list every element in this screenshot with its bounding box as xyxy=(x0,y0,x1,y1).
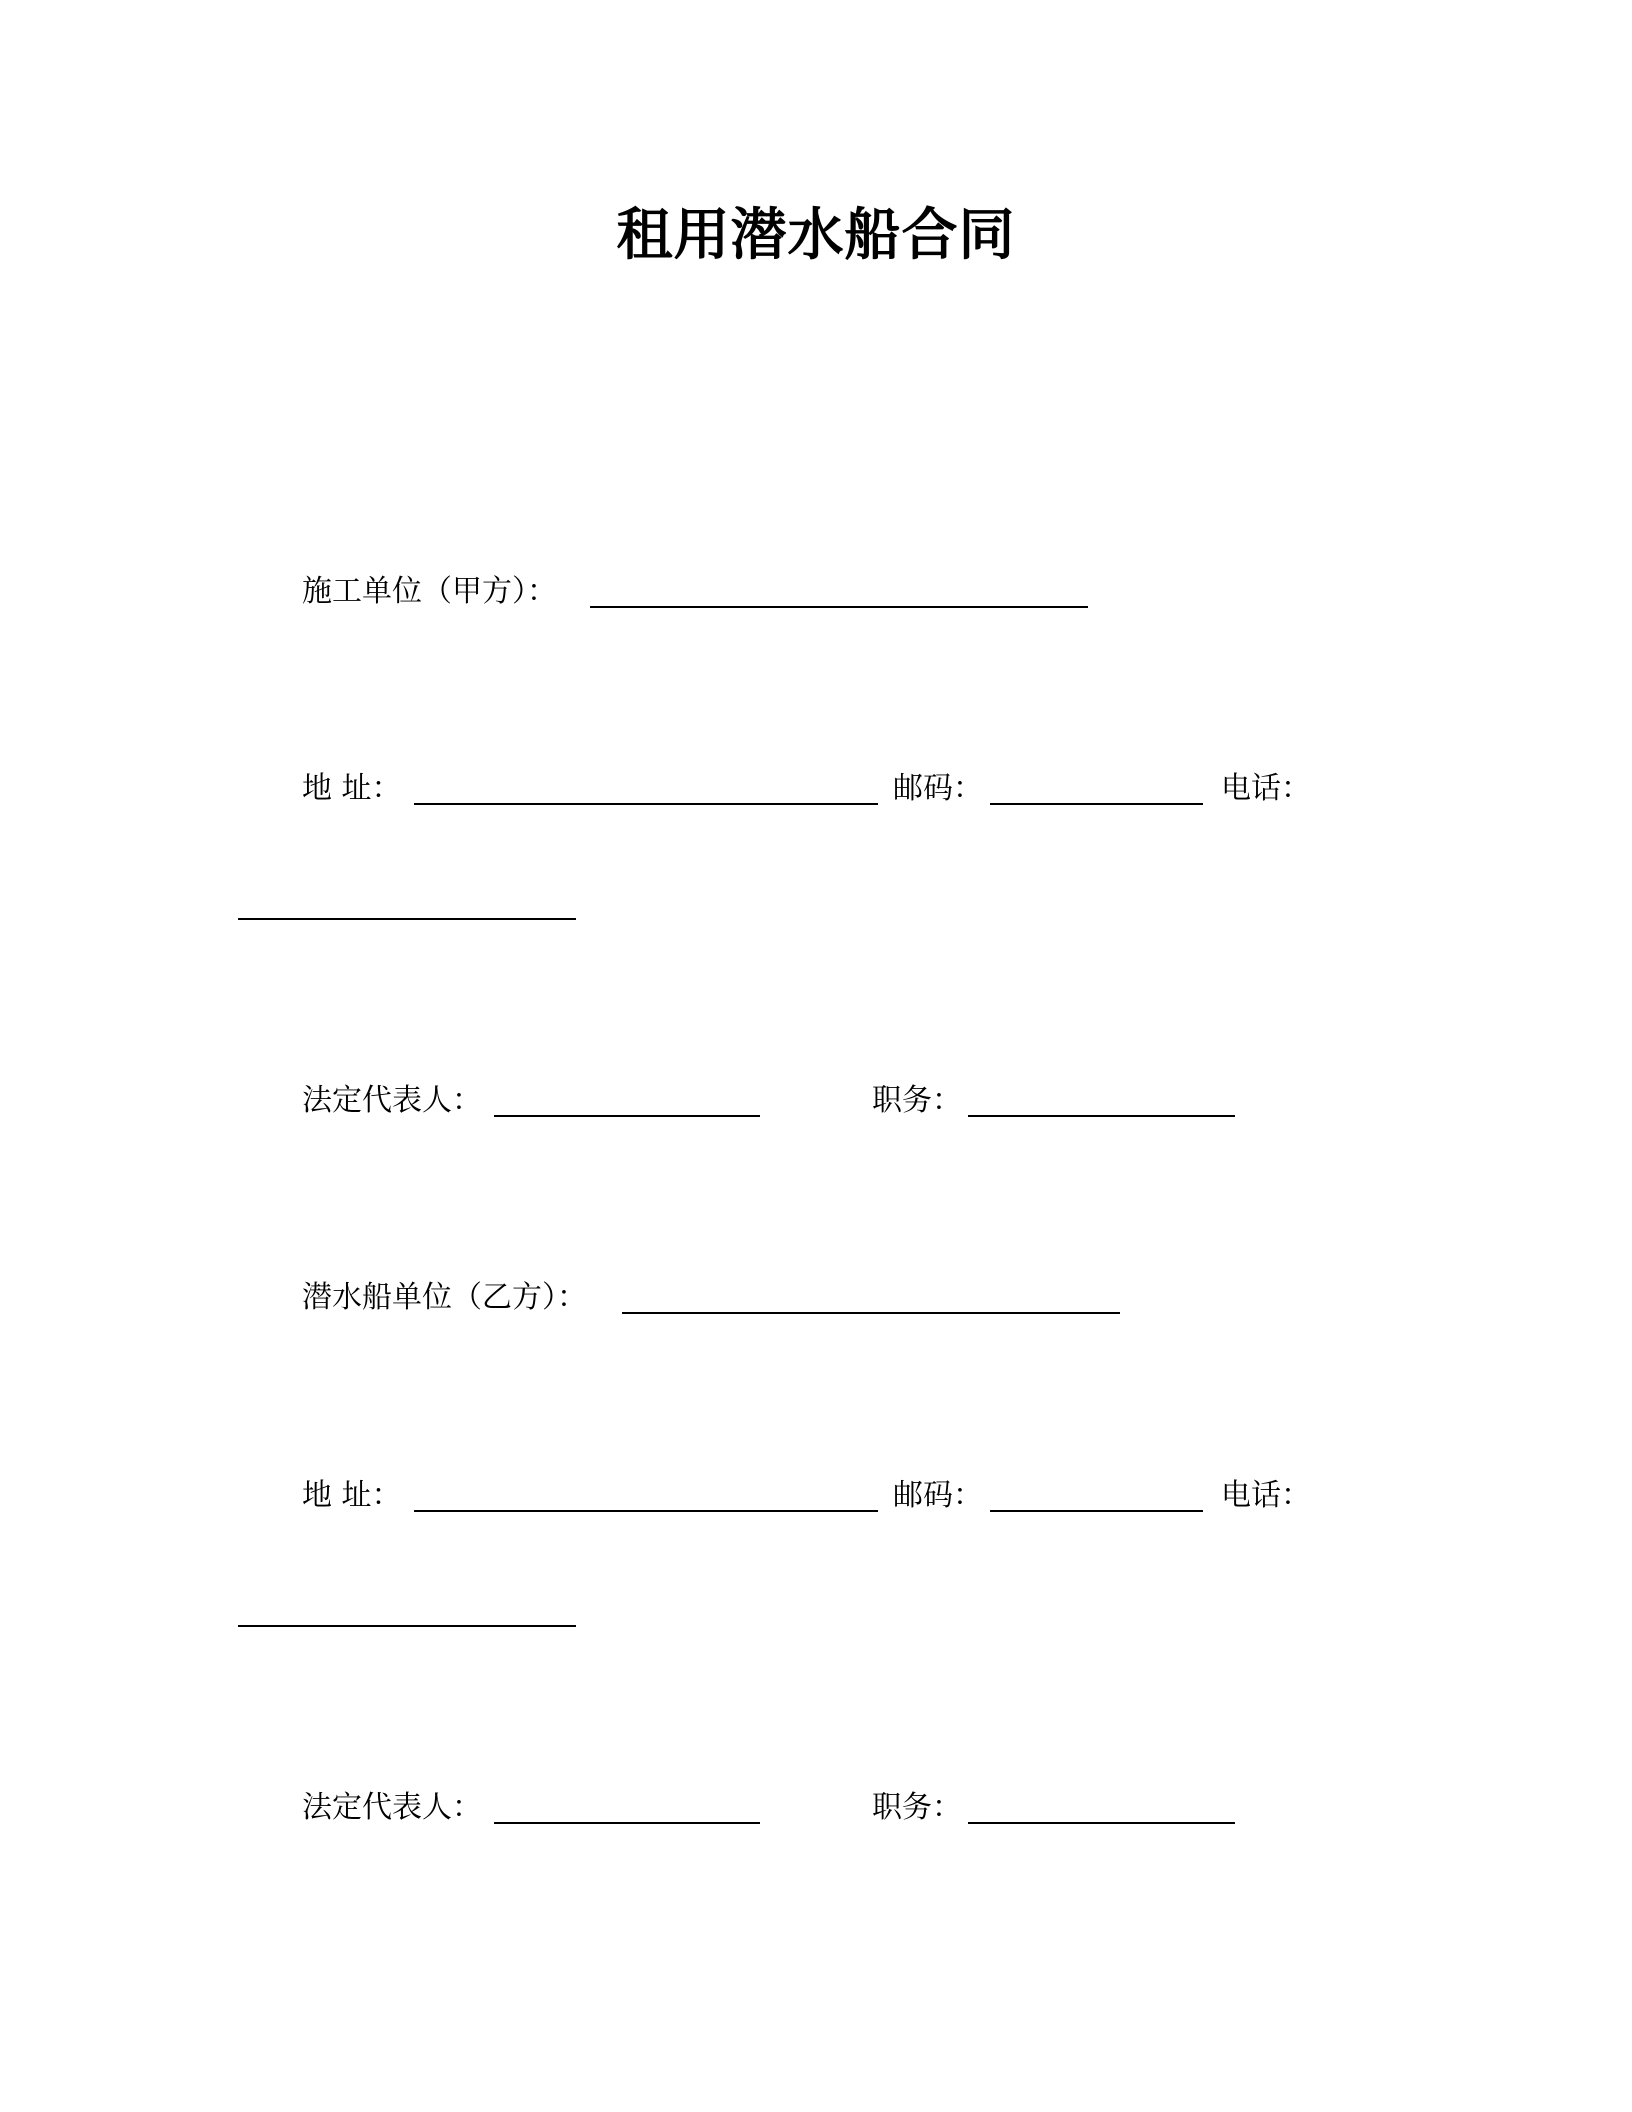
party-a-legal-rep-field[interactable] xyxy=(494,1115,760,1117)
party-b-rep-row xyxy=(0,1788,1632,1828)
document-title: 租用潜水船合同 xyxy=(616,203,1016,268)
party-b-position-field[interactable] xyxy=(968,1822,1235,1824)
party-a-position-field[interactable] xyxy=(968,1115,1235,1117)
party-b-postcode-label: 邮码： xyxy=(893,1478,983,1513)
party-a-unit-row xyxy=(0,572,1632,612)
party-b-unit-label: 潜水船单位（乙方）： xyxy=(302,1280,587,1315)
party-b-legal-rep-field[interactable] xyxy=(494,1822,760,1824)
party-b-phone-label: 电话： xyxy=(1221,1478,1311,1513)
party-a-unit-field[interactable] xyxy=(590,606,1088,608)
party-b-contact-row xyxy=(0,1476,1632,1516)
party-b-address-field[interactable] xyxy=(414,1510,878,1512)
party-a-phone-label: 电话： xyxy=(1221,771,1311,806)
party-b-unit-field[interactable] xyxy=(622,1312,1120,1314)
party-b-phone-field[interactable] xyxy=(238,1625,576,1627)
party-b-address-label: 地 址： xyxy=(302,1478,402,1513)
party-a-address-field[interactable] xyxy=(414,803,878,805)
party-b-unit-row xyxy=(0,1278,1632,1318)
party-a-address-label: 地 址： xyxy=(302,771,402,806)
party-b-legal-rep-label: 法定代表人： xyxy=(302,1790,482,1825)
party-a-unit-label: 施工单位（甲方）： xyxy=(302,574,557,609)
party-a-legal-rep-label: 法定代表人： xyxy=(302,1083,482,1118)
party-a-postcode-label: 邮码： xyxy=(893,771,983,806)
party-a-postcode-field[interactable] xyxy=(990,803,1203,805)
party-a-position-label: 职务： xyxy=(872,1083,962,1118)
party-a-contact-row xyxy=(0,769,1632,809)
party-b-postcode-field[interactable] xyxy=(990,1510,1203,1512)
party-b-position-label: 职务： xyxy=(872,1790,962,1825)
party-a-phone-field[interactable] xyxy=(238,918,576,920)
party-a-rep-row xyxy=(0,1081,1632,1121)
